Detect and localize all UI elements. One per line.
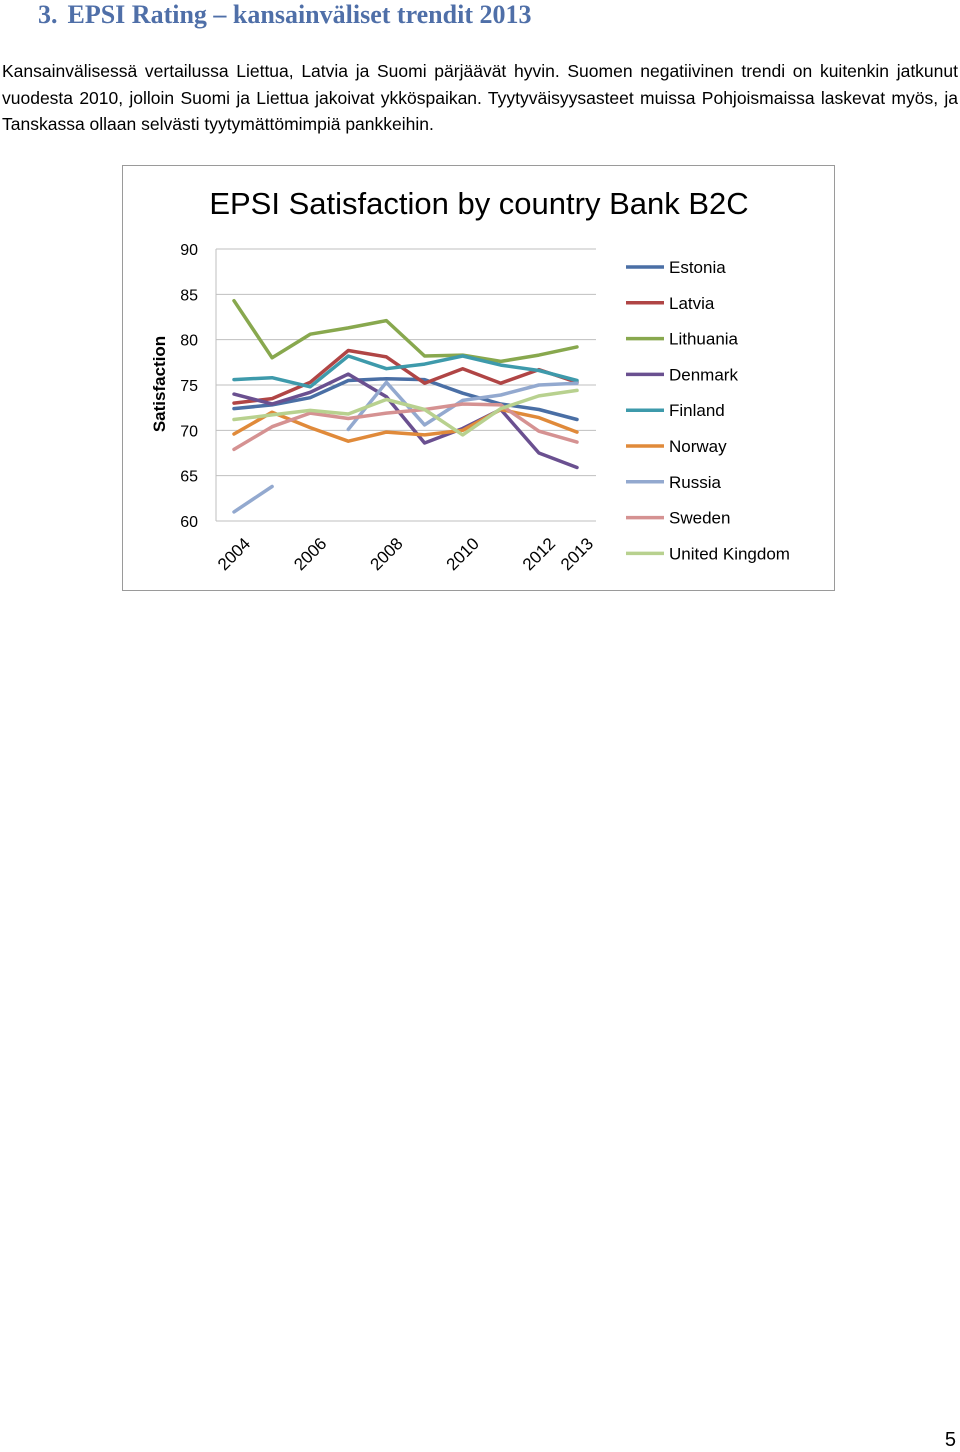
y-tick-label-65: 65: [180, 468, 198, 486]
legend-label-latvia: Latvia: [669, 293, 715, 313]
x-tick-label-2006: 2006: [290, 534, 331, 575]
section-heading: [38, 0, 531, 30]
legend: [626, 258, 790, 563]
section-number: 3.: [38, 0, 58, 29]
intro-paragraph: Kansainvälisessä vertailussa Liettua, Latvia ja Suomi pärjäävät hyvin. Suomen negatiivinen trendi on kuitenkin jatkunut vuodesta 2010, jolloin Suomi ja Liettua jakoivat ykköspaikan. Tyytyväisyysasteet muissa Pohjoismaissa laskevat myös, ja Tanskassa ollaan selvästi tyytymättömimpiä pankkeihin.: [2, 61, 958, 134]
y-tick-label-70: 70: [180, 423, 198, 441]
series-line-lithuania: [234, 301, 577, 362]
legend-label-sweden: Sweden: [669, 508, 731, 528]
legend-label-lithuania: Lithuania: [669, 329, 739, 349]
series-line-russia: [234, 487, 272, 512]
legend-label-norway: Norway: [669, 437, 727, 456]
y-tick-label-75: 75: [180, 378, 198, 395]
legend-label-estonia: Estonia: [669, 258, 726, 277]
series-line-sweden: [234, 404, 577, 449]
y-tick-label-85: 85: [180, 287, 198, 305]
x-tick-label-2010: 2010: [442, 534, 483, 575]
y-tick-labels: [180, 242, 198, 531]
section-title: EPSI Rating – kansainväliset trendit 2013: [67, 0, 532, 29]
y-tick-label-60: 60: [180, 514, 198, 531]
chart-title: EPSI Satisfaction by country Bank B2C: [209, 186, 749, 221]
y-tick-label-80: 80: [180, 332, 198, 350]
x-tick-label-2008: 2008: [366, 534, 407, 575]
y-tick-label-90: 90: [180, 242, 198, 259]
series-lines: [234, 301, 577, 512]
legend-label-denmark: Denmark: [669, 365, 738, 385]
legend-label-russia: Russia: [669, 472, 721, 492]
x-tick-label-2012: 2012: [518, 534, 560, 575]
legend-label-finland: Finland: [669, 401, 725, 421]
satisfaction-line-chart: [123, 166, 836, 592]
x-tick-label-2013: 2013: [557, 534, 598, 575]
x-tick-label-2004: 2004: [214, 534, 255, 575]
x-tick-labels: [214, 534, 597, 574]
legend-label-united-kingdom: United Kingdom: [669, 544, 790, 564]
series-line-russia-part2: [348, 382, 577, 429]
page-number: 5: [944, 1429, 956, 1451]
chart-frame: [122, 165, 835, 591]
y-axis-label: Satisfaction: [150, 335, 169, 433]
